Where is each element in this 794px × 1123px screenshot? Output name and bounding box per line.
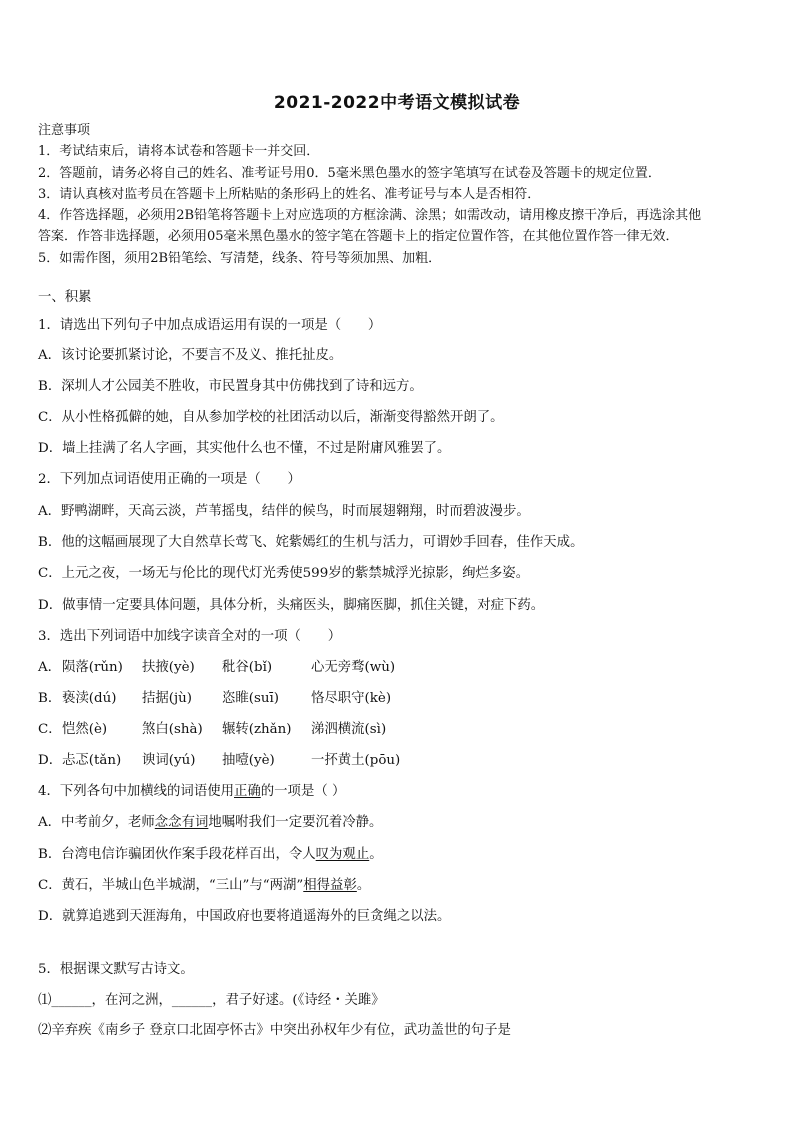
notes-item: 5．如需作图，须用2B铅笔绘、写清楚，线条、符号等须加黑、加粗．: [38, 250, 442, 266]
pinyin-item: 秕谷(bǐ): [222, 660, 273, 675]
pinyin-item: 陨落(rǔn): [62, 660, 123, 675]
stem-text: 4．下列各句中加横线的词语使用: [38, 784, 234, 799]
question-4-option-b: [38, 843, 383, 862]
option-text: A．中考前夕，老师: [38, 815, 155, 830]
question-4-stem: [38, 780, 345, 799]
notes-heading: 注意事项: [38, 123, 91, 138]
notes-section: [38, 120, 760, 269]
option-text: 。: [369, 847, 383, 862]
option-text: 地嘱咐我们一定要沉着冷静。: [208, 815, 383, 830]
underlined-idiom: 念念有词: [154, 815, 209, 830]
question-2-stem: 2．下列加点词语使用正确的一项是（ ）: [38, 472, 301, 487]
pinyin-item: 忐忑(tǎn): [62, 753, 122, 768]
underlined-word: 正确: [234, 784, 261, 799]
option-label: B．: [38, 691, 62, 706]
question-2-option-b: B．他的这幅画展现了大自然草长莺飞、姹紫嫣红的生机与活力，可谓妙手回春，佳作天成。: [38, 535, 584, 550]
option-label: C．: [38, 722, 62, 737]
question-1-option-a: A．该讨论要抓紧讨论，不要言不及义、推托扯皮。: [38, 348, 343, 363]
pinyin-item: 扶掖(yè): [142, 660, 195, 675]
notes-item: 1．考试结束后，请将本试卷和答题卡一并交回．: [38, 144, 320, 160]
underlined-idiom: 叹为观止: [315, 847, 370, 862]
question-3-stem: 3．选出下列词语中加线字读音全对的一项（ ）: [38, 629, 342, 644]
option-text: B．台湾电信诈骗团伙作案手段花样百出，令人: [38, 847, 316, 862]
stem-text: 的一项是（ ）: [260, 784, 346, 799]
question-2-option-a: A．野鸭湖畔，天高云淡，芦苇摇曳，结伴的候鸟，时而展翅翱翔，时而碧波漫步。: [38, 504, 530, 519]
question-1-option-b: B．深圳人才公园美不胜收，市民置身其中仿佛找到了诗和远方。: [38, 379, 423, 394]
pinyin-item: 恪尽职守(kè): [311, 691, 392, 706]
question-5-line-2: ⑵辛弃疾《南乡子 登京口北固亭怀古》中突出孙权年少有位，武功盖世的句子是: [38, 1023, 511, 1038]
pinyin-item: 恺然(è): [62, 722, 108, 737]
question-1-stem: 1．请选出下列句子中加点成语运用有误的一项是（ ）: [38, 318, 382, 333]
exam-title: 2021-2022中考语文模拟试卷: [273, 93, 521, 113]
pinyin-item: 亵渎(dú): [62, 691, 117, 706]
question-4-option-d: D．就算追逃到天涯海角，中国政府也要将逍遥海外的巨贪绳之以法。: [38, 909, 451, 924]
pinyin-item: 煞白(shà): [142, 722, 203, 737]
question-5-line-1: ⑴______，在河之洲，______，君子好逑。(《诗经・关雎》: [38, 993, 385, 1008]
question-2-option-d: D．做事情一定要具体问题，具体分析，头痛医头，脚痛医脚，抓住关键，对症下药。: [38, 598, 545, 613]
question-2-option-c: C．上元之夜，一场无与伦比的现代灯光秀使599岁的紫禁城浮光掠影，绚烂多姿。: [38, 566, 530, 581]
option-label: D．: [38, 753, 63, 768]
notes-item: 3．请认真核对监考员在答题卡上所粘贴的条形码上的姓名、准考证号与本人是否相符．: [38, 186, 541, 202]
question-1-option-c: C．从小性格孤僻的她，自从参加学校的社团活动以后，渐渐变得豁然开朗了。: [38, 410, 504, 425]
notes-item: 4．作答选择题，必须用2B铅笔将答题卡上对应选项的方框涂满、涂黑；如需改动，请用橡皮擦干净后，再选涂其他: [38, 208, 702, 224]
pinyin-item: 辗转(zhǎn): [222, 722, 292, 737]
option-text: 。: [356, 878, 371, 893]
underlined-idiom: 相得益彰: [303, 878, 357, 893]
notes-item: 答案．作答非选择题，必须用05毫米黑色墨水的签字笔在答题卡上的指定位置作答，在其他位置作答一律无效．: [38, 229, 679, 245]
pinyin-item: 拮据(jù): [142, 691, 193, 706]
pinyin-item: 一抔黄土(pōu): [311, 753, 401, 768]
option-text: C．黄石，半城山色半城湖，“三山”与“两湖”: [38, 878, 304, 893]
question-4-option-c: [38, 874, 370, 893]
question-4-option-a: [38, 811, 382, 830]
question-5-stem: 5．根据课文默写古诗文。: [38, 962, 194, 977]
pinyin-item: 恣睢(suī): [222, 691, 280, 706]
question-1-option-d: D．墙上挂满了名人字画，其实他什么也不懂，不过是附庸风雅罢了。: [38, 441, 451, 456]
pinyin-item: 心无旁骛(wù): [311, 660, 396, 675]
section-heading: 一、积累: [38, 290, 92, 305]
option-label: A．: [38, 660, 62, 675]
pinyin-item: 抽噎(yè): [222, 753, 275, 768]
pinyin-item: 涕泗横流(sì): [311, 722, 387, 737]
notes-item: 2．答题前，请务必将自己的姓名、准考证号用0．5毫米黑色墨水的签字笔填写在试卷及答题卡的规定位置．: [38, 165, 661, 181]
pinyin-item: 谀词(yú): [142, 753, 196, 768]
